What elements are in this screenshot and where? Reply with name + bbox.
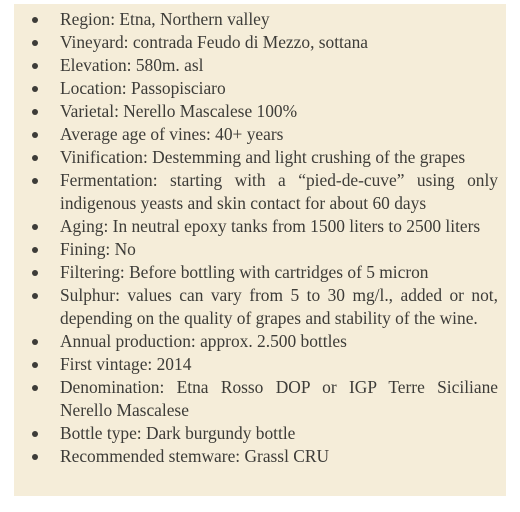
wine-spec-sheet [14, 4, 506, 496]
spec-text: Denomination: Etna Rosso DOP or IGP Terre Siciliane Nerello Mascalese [60, 377, 498, 420]
spec-item-filtering [30, 261, 498, 284]
spec-item-vine-age [30, 123, 498, 146]
bullet-icon [32, 224, 38, 230]
spec-text: Fermentation: starting with a “pied-de-cuve” using only indigenous yeasts and skin contact for about 60 days [60, 170, 498, 213]
spec-item-aging [30, 215, 498, 238]
spec-text: Region: Etna, Northern valley [60, 9, 270, 29]
spec-item-denomination [30, 376, 498, 422]
spec-text: Annual production: approx. 2.500 bottles [60, 331, 347, 351]
spec-text: Vineyard: contrada Feudo di Mezzo, sottana [60, 32, 369, 52]
spec-item-stemware [30, 445, 498, 468]
bullet-icon [32, 385, 38, 391]
spec-text: Location: Passopisciaro [60, 78, 226, 98]
bullet-icon [32, 132, 38, 138]
spec-text: Aging: In neutral epoxy tanks from 1500 liters to 2500 liters [60, 216, 481, 236]
bullet-icon [32, 431, 38, 437]
spec-item-elevation [30, 54, 498, 77]
spec-text: Varietal: Nerello Mascalese 100% [60, 101, 298, 121]
bullet-icon [32, 270, 38, 276]
spec-text: Recommended stemware: Grassl CRU [60, 446, 330, 466]
spec-item-vineyard [30, 31, 498, 54]
bullet-icon [32, 155, 38, 161]
spec-list [30, 8, 498, 468]
spec-text: Elevation: 580m. asl [60, 55, 204, 75]
spec-text: Fining: No [60, 239, 136, 259]
spec-item-region [30, 8, 498, 31]
bullet-icon [32, 454, 38, 460]
spec-item-bottle-type [30, 422, 498, 445]
bullet-icon [32, 247, 38, 253]
bullet-icon [32, 362, 38, 368]
bullet-icon [32, 17, 38, 23]
bullet-icon [32, 293, 38, 299]
spec-text: Vinification: Destemming and light crushing of the grapes [60, 147, 466, 167]
spec-item-annual-production [30, 330, 498, 353]
spec-item-location [30, 77, 498, 100]
spec-item-first-vintage [30, 353, 498, 376]
spec-text: Bottle type: Dark burgundy bottle [60, 423, 296, 443]
bullet-icon [32, 40, 38, 46]
bullet-icon [32, 63, 38, 69]
spec-item-sulphur [30, 284, 498, 330]
spec-text: Filtering: Before bottling with cartridges of 5 micron [60, 262, 429, 282]
spec-item-fining [30, 238, 498, 261]
bullet-icon [32, 86, 38, 92]
spec-item-varietal [30, 100, 498, 123]
bullet-icon [32, 339, 38, 345]
bullet-icon [32, 109, 38, 115]
spec-item-vinification [30, 146, 498, 169]
bullet-icon [32, 178, 38, 184]
spec-text: Sulphur: values can vary from 5 to 30 mg/l., added or not, depending on the quality of grapes and stability of the wine. [60, 285, 498, 328]
spec-item-fermentation [30, 169, 498, 215]
spec-text: Average age of vines: 40+ years [60, 124, 284, 144]
spec-text: First vintage: 2014 [60, 354, 192, 374]
